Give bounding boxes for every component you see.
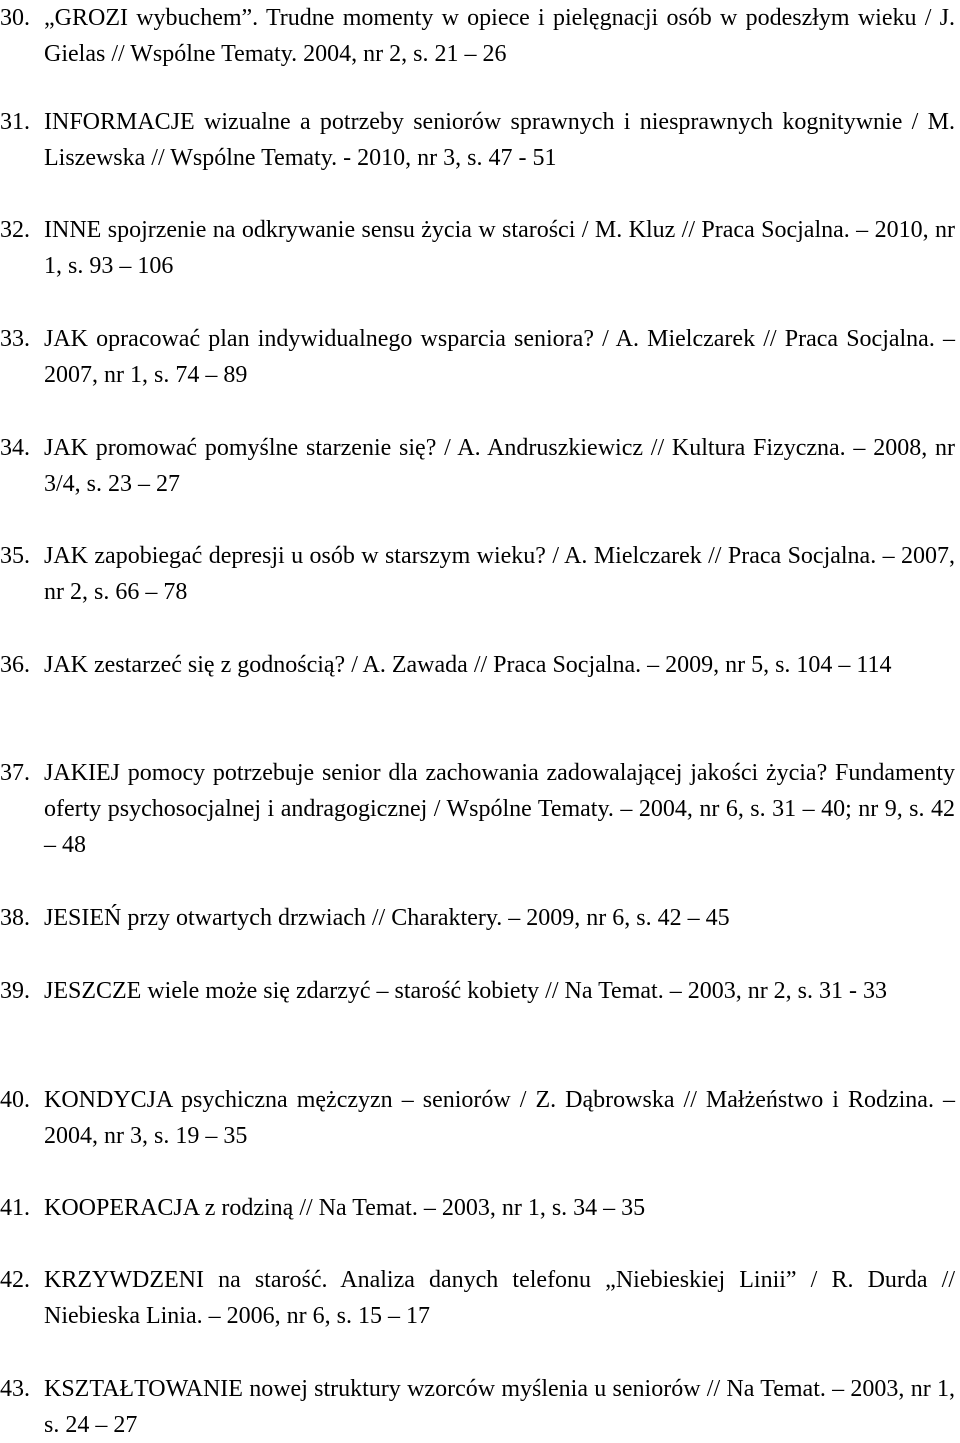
entry-number: 34.: [0, 435, 30, 461]
bibliography-entry: [0, 538, 955, 610]
entry-number: 39.: [0, 978, 30, 1004]
bibliography-entry: [0, 1371, 955, 1443]
entry-text: „GROZI wybuchem”. Trudne momenty w opiece i pielęgnacji osób w podeszłym wieku / J. Gielas // Wspólne Tematy. 2004, nr 2, s. 21 – 26: [44, 5, 955, 67]
bibliography-entry: [0, 1262, 955, 1334]
entry-number: 38.: [0, 905, 30, 931]
entry-text: JESIEŃ przy otwartych drzwiach // Charaktery. – 2009, nr 6, s. 42 – 45: [44, 905, 730, 931]
bibliography-entry: [0, 1082, 955, 1154]
entry-number: 33.: [0, 326, 30, 352]
entry-number: 35.: [0, 543, 30, 569]
bibliography-entry: [0, 647, 955, 683]
entry-number: 37.: [0, 760, 30, 786]
entry-number: 41.: [0, 1195, 30, 1221]
bibliography-entry: [0, 973, 955, 1009]
bibliography-entry: [0, 0, 955, 72]
entry-text: JAKIEJ pomocy potrzebuje senior dla zachowania zadowalającej jakości życia? Fundamenty oferty psychosocjalnej i andragogicznej / Wspólne Tematy. – 2004, nr 6, s. 31 – 40; nr 9, s. 42 – 48: [44, 760, 955, 858]
entry-number: 42.: [0, 1267, 30, 1293]
bibliography-entry: [0, 321, 955, 393]
entry-number: 30.: [0, 5, 30, 31]
entry-text: INFORMACJE wizualne a potrzeby seniorów sprawnych i niesprawnych kognitywnie / M. Liszewska // Wspólne Tematy. - 2010, nr 3, s. 47 - 51: [44, 109, 955, 171]
entry-number: 32.: [0, 217, 30, 243]
bibliography-entry: [0, 900, 955, 936]
entry-text: INNE spojrzenie na odkrywanie sensu życia w starości / M. Kluz // Praca Socjalna. – 2010, nr 1, s. 93 – 106: [44, 217, 955, 279]
entry-number: 36.: [0, 652, 30, 678]
entry-number: 40.: [0, 1087, 30, 1113]
entry-number: 43.: [0, 1376, 30, 1402]
entry-text: KRZYWDZENI na starość. Analiza danych telefonu „Niebieskiej Linii” / R. Durda // Niebieska Linia. – 2006, nr 6, s. 15 – 17: [44, 1267, 955, 1329]
entry-number: 31.: [0, 109, 30, 135]
entry-text: JAK opracować plan indywidualnego wsparcia seniora? / A. Mielczarek // Praca Socjalna. – 2007, nr 1, s. 74 – 89: [44, 326, 955, 388]
entry-text: KOOPERACJA z rodziną // Na Temat. – 2003, nr 1, s. 34 – 35: [44, 1195, 646, 1221]
entry-text: JESZCZE wiele może się zdarzyć – starość kobiety // Na Temat. – 2003, nr 2, s. 31 - 33: [44, 978, 888, 1004]
bibliography-entry: [0, 430, 955, 502]
entry-text: JAK promować pomyślne starzenie się? / A. Andruszkiewicz // Kultura Fizyczna. – 2008, nr 3/4, s. 23 – 27: [44, 435, 955, 497]
bibliography-entry: [0, 755, 955, 863]
bibliography-entry: [0, 1190, 955, 1226]
entry-text: KONDYCJA psychiczna mężczyzn – seniorów / Z. Dąbrowska // Małżeństwo i Rodzina. – 2004, nr 3, s. 19 – 35: [44, 1087, 955, 1149]
bibliography-entry: [0, 212, 955, 284]
entry-text: KSZTAŁTOWANIE nowej struktury wzorców myślenia u seniorów // Na Temat. – 2003, nr 1, s. 24 – 27: [44, 1376, 955, 1438]
bibliography-entry: [0, 104, 955, 176]
entry-text: JAK zestarzeć się z godnością? / A. Zawada // Praca Socjalna. – 2009, nr 5, s. 104 – 114: [44, 652, 892, 678]
entry-text: JAK zapobiegać depresji u osób w starszym wieku? / A. Mielczarek // Praca Socjalna. – 2007, nr 2, s. 66 – 78: [44, 543, 955, 605]
